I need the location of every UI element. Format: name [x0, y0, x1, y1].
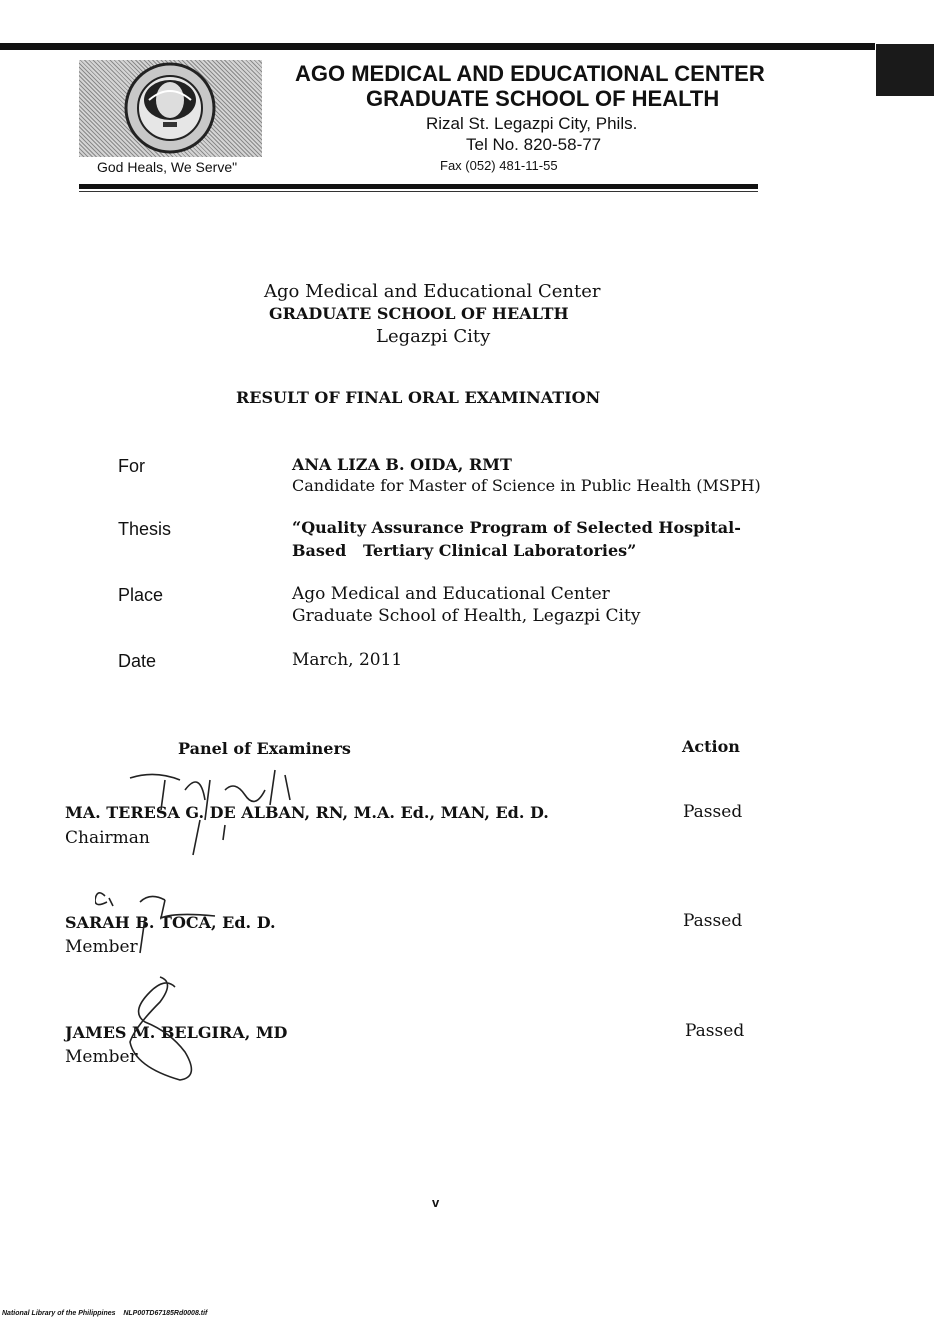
for-label: For — [118, 456, 145, 476]
examiner-role: Member — [65, 937, 138, 957]
document-title: RESULT OF FINAL ORAL EXAMINATION — [236, 388, 601, 407]
panel-header: Panel of Examiners — [178, 739, 351, 758]
place-line1: Ago Medical and Educational Center — [292, 584, 610, 604]
member-signature — [95, 888, 255, 958]
fax: Fax (052) 481-11-55 — [440, 158, 558, 173]
examiner-role: Member — [65, 1047, 138, 1067]
exam-date: March, 2011 — [292, 650, 403, 670]
school-name: GRADUATE SCHOOL OF HEALTH — [366, 86, 720, 111]
heading-institution: Ago Medical and Educational Center — [264, 281, 601, 302]
school-motto: God Heals, We Serve" — [97, 159, 238, 175]
heading-city: Legazpi City — [376, 326, 491, 347]
header-rule — [79, 184, 758, 189]
scan-corner-mark — [876, 44, 934, 96]
scan-footer: National Library of the Philippines NLP00TD67185Rd0008.tif — [2, 1310, 208, 1317]
institution-name: AGO MEDICAL AND EDUCATIONAL CENTER — [295, 61, 765, 86]
examiner-role: Chairman — [65, 828, 150, 848]
header-rule-thin — [79, 191, 758, 192]
action-header: Action — [682, 737, 740, 756]
page-number: v — [432, 1195, 440, 1210]
place-label: Place — [118, 585, 164, 605]
examiner-name: SARAH B. TOCA, Ed. D. — [65, 913, 276, 932]
candidate-name: ANA LIZA B. OIDA, RMT — [292, 455, 512, 474]
thesis-label: Thesis — [118, 519, 172, 539]
examiner-name: MA. TERESA G. DE ALBAN, RN, M.A. Ed., MAN, Ed. D. — [65, 803, 549, 822]
heading-school: GRADUATE SCHOOL OF HEALTH — [269, 304, 569, 323]
school-seal-logo — [79, 60, 262, 157]
address: Rizal St. Legazpi City, Phils. — [426, 114, 638, 133]
date-label: Date — [118, 651, 157, 671]
examiner-action: Passed — [683, 911, 743, 931]
examiner-action: Passed — [685, 1021, 745, 1041]
chairman-signature — [125, 760, 300, 865]
thesis-title-line1: “Quality Assurance Program of Selected Hospital- — [292, 518, 741, 537]
telephone: Tel No. 820-58-77 — [466, 135, 602, 154]
top-border-bar — [0, 43, 875, 50]
member-signature — [105, 972, 215, 1087]
candidate-description: Candidate for Master of Science in Public Health (MSPH) — [292, 476, 761, 495]
examiner-name: JAMES M. BELGIRA, MD — [65, 1023, 288, 1042]
place-line2: Graduate School of Health, Legazpi City — [292, 606, 641, 626]
thesis-title-line2: Based Tertiary Clinical Laboratories” — [292, 541, 637, 560]
examiner-action: Passed — [683, 802, 743, 822]
